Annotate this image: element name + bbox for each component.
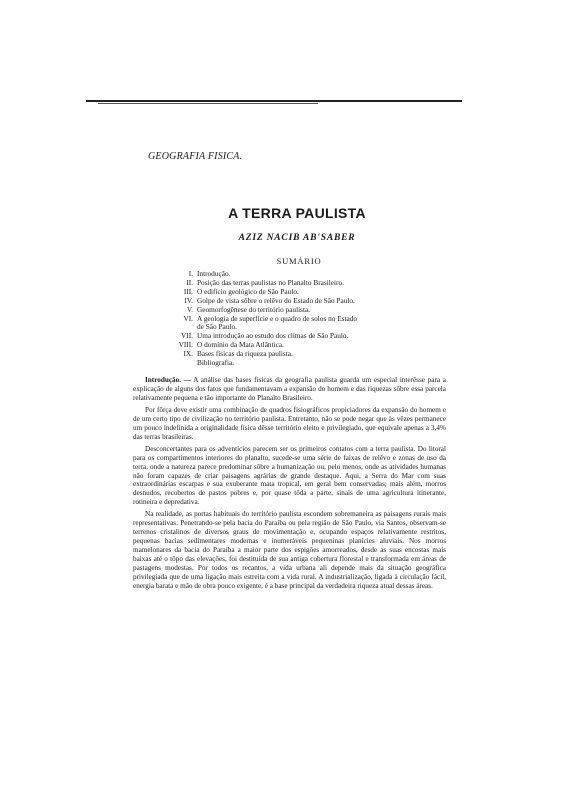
paragraph: Por fôrça deve existir uma combinação de quadros fisiográficos propiciadores da expansão do homem e de um certo tipo de civilização no território paulista. Entretanto, não se pode negar que às vêzes permanece um pouco indefinida a originalidade física dêsse território eleito e privilegiado, que equivale apenas a 3,4% das terras brasileiras. xyxy=(133,405,446,441)
toc-text: Golpe de vista sôbre o relêvo do Estado de São Paulo. xyxy=(197,295,355,305)
article-body xyxy=(133,376,446,594)
paragraph-introduction xyxy=(133,376,446,403)
toc-item xyxy=(165,359,445,368)
toc-number: VI. xyxy=(183,313,193,323)
summary-heading: SUMÁRIO xyxy=(276,256,322,266)
toc-number: V. xyxy=(186,304,193,314)
toc-text: Uma introdução ao estudo dos climas de São Paulo. xyxy=(197,331,349,341)
toc-number: VII. xyxy=(181,331,193,341)
header-rule xyxy=(86,100,462,102)
toc-number: II. xyxy=(186,277,193,287)
toc-number: IX. xyxy=(183,349,193,359)
toc-text: Geomorfogênese do território paulista. xyxy=(197,304,311,314)
toc-number: I. xyxy=(188,269,193,278)
toc-text: de São Paulo. xyxy=(197,322,237,332)
toc-text: O domínio da Mata Atlântica. xyxy=(197,340,284,350)
table-of-contents xyxy=(165,270,445,368)
toc-text: Posição das terras paulistas no Planalto Brasileiro. xyxy=(197,277,344,287)
section-label: GEOGRAFIA FISICA. xyxy=(148,151,243,162)
toc-number: III. xyxy=(183,286,193,296)
toc-number: IV. xyxy=(184,295,193,305)
toc-number: VIII. xyxy=(178,340,193,350)
toc-text: O edifício geológico de São Paulo. xyxy=(197,286,299,296)
paragraph: Desconcertantes para os adventícios parecem ser os primeiros contatos com a terra paulista. Do litoral para os compartimentos interiores do planalto, sucede-se uma série de faixas de relêvo e zonas de uso da terra, onde a natureza parece predominar sôbre a humanização ou, pelo menos, onde as atividades humanas não foram capazes de criar paisagens agrárias de grande destaque. Aqui, a Serra do Mar com suas extraordinárias escarpas e sua exuberante mata tropical, em geral bem conservadas; mais além, morros desnudos, recobertos de pastos pobres e, por quase tôda a parte, sinais de uma agricultura itinerante, rotineira e depredativa. xyxy=(133,444,446,507)
paragraph-text: A análise das bases físicas da geografia paulista guarda um especial interêsse para a explicação de alguns dos fatos que fundamentavam a expansão do homem e das riquezas sôbre essa parcela relativamente pequena e tão importante do Planalto Brasileiro. xyxy=(133,376,446,402)
toc-text: Bibliografia. xyxy=(197,358,235,368)
toc-text: A geologia de superfície e o quadro de solos no Estado xyxy=(197,313,358,323)
article-author: AZIZ NACIB AB'SABER xyxy=(238,233,356,243)
toc-text: Introdução. xyxy=(197,269,231,278)
toc-text: Bases físicas da riqueza paulista. xyxy=(197,349,293,359)
paragraph: Na realidade, as portas habituais do território paulista escondem sobremaneira as paisagens rurais mais representativas. Penetrando-se pela bacia do Paraíba ou pela região de São Paulo, via Santos, observam-se terrenos cristalinos de diversos graus de movimentação e, ocupando espaços relativamente restritos, pequenas bacias sedimentares modernas e inumeráveis pequeninas planícies aluviais. Nos morros mamelonares da bacia do Paraíba a maior parte dos espigões amorreados, desde as suas encostas mais baixas até o tôpo das elevações, foi destituída de sua antiga cobertura florestal e transformada em áreas de pastagens modestas. Por todos os recantos, a vida urbana ali depende mais da situação geográfica privilegiada que de uma ligação mais estreita com a vida rural. A industrialização, ligada à circulação fácil, energia barata e mão de obra pouco exigente, é a base principal da verdadeira riqueza atual dessas áreas. xyxy=(133,510,446,590)
introduction-lead: Introdução. — xyxy=(145,376,191,384)
article-title: A TERRA PAULISTA xyxy=(228,205,366,221)
